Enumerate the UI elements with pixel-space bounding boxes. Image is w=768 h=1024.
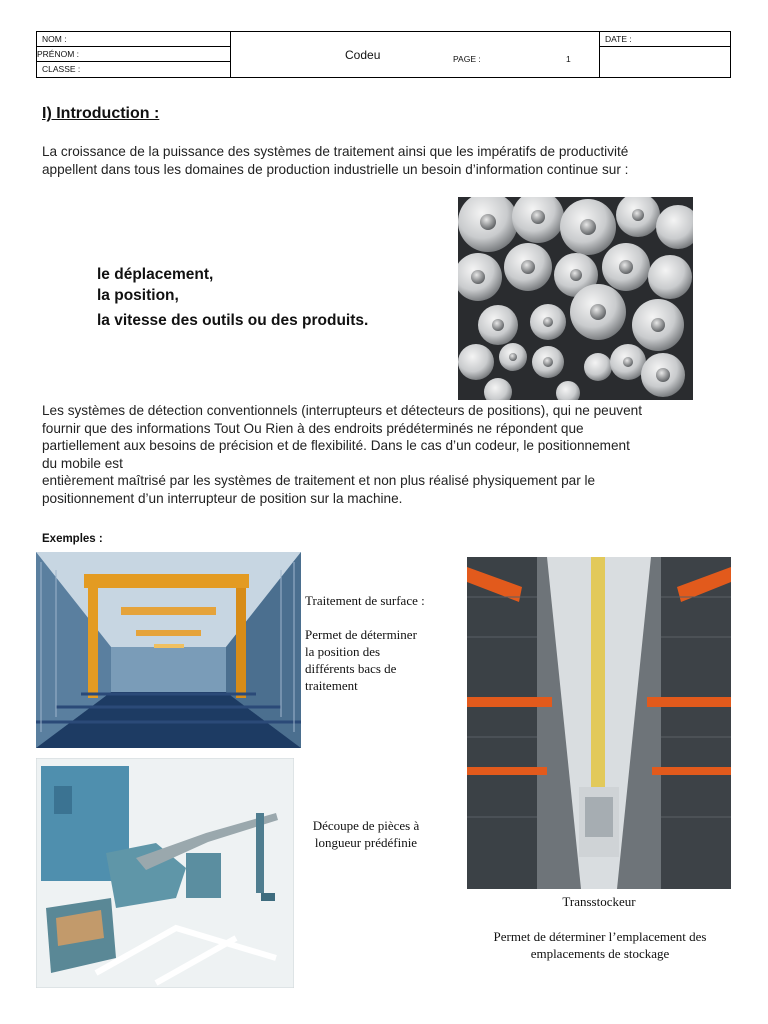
encoders-photo <box>458 197 693 400</box>
classe-label: CLASSE : <box>42 64 81 74</box>
intro-paragraph-1: La croissance de la puissance des systèmes de traitement ainsi que les impératifs de productivité appellent dans tous les domaines de production industrielle un besoin d’information continue sur : <box>42 144 629 177</box>
date-cell <box>599 32 730 77</box>
transstockeur-title: Transstockeur <box>562 894 636 909</box>
intro-list-item-1: le déplacement, <box>97 266 214 283</box>
page-number: 1 <box>566 54 571 64</box>
document-title: Codeu <box>345 48 381 62</box>
date-label: DATE : <box>600 32 730 47</box>
transstockeur-caption: Permet de déterminer l’emplacement des emplacements de stockage <box>493 929 707 961</box>
surface-treatment-caption: Traitement de surface : Permet de déterminer la position des différents bacs de traitement <box>305 593 425 693</box>
examples-label: Exemples : <box>42 533 103 545</box>
cutting-caption: Découpe de pièces à longueur prédéfinie <box>312 818 420 850</box>
prenom-label: PRÉNOM : <box>37 47 230 62</box>
intro-heading: I) Introduction : <box>42 105 160 122</box>
page-label: PAGE : <box>453 54 481 64</box>
student-info-cell <box>37 32 231 77</box>
intro-list-item-3: la vitesse des outils ou des produits. <box>97 312 369 329</box>
nom-label: NOM : <box>37 32 230 47</box>
intro-paragraph-2: Les systèmes de détection conventionnels (interrupteurs et détecteurs de positions), qui ne peuvent fournir que des informations Tout Ou Rien à des endroits prédéterminés ne répondent que partiellement aux besoins de précision et de flexibilité. Dans le cas d’un codeur, le positionnement du mobile est entièrement maîtrisé par les systèmes de traitement et non plus réalisé physiquement par le positionnement d’un interrupteur de position sur la machine. <box>42 403 642 506</box>
header-table <box>36 31 731 78</box>
cutting-machine-illustration <box>36 758 294 988</box>
transstockeur-photo <box>467 557 731 889</box>
intro-list-item-2: la position, <box>97 287 179 304</box>
surface-treatment-photo <box>36 552 301 748</box>
